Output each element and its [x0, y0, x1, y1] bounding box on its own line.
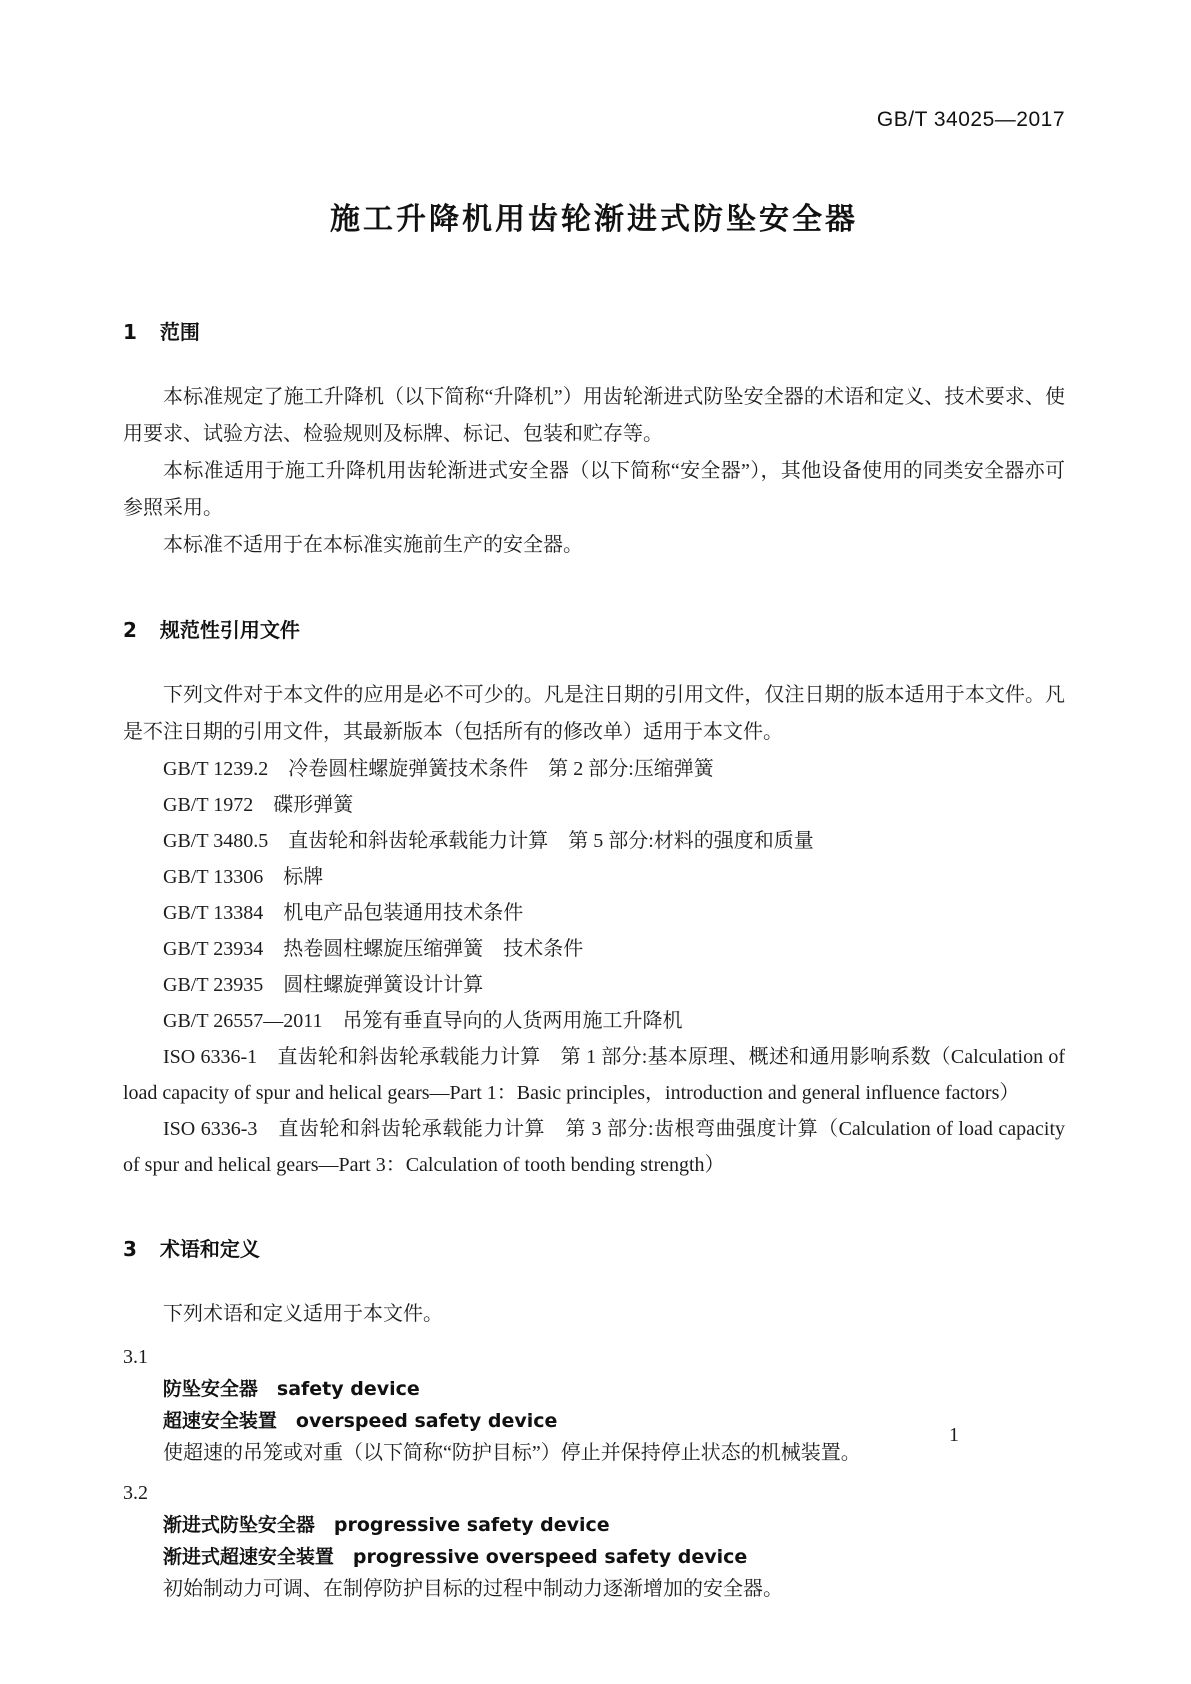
section-2-heading: [123, 614, 1065, 643]
reference-item: GB/T 13306 标牌: [163, 866, 324, 888]
page-number: 1: [949, 1424, 959, 1446]
section-3-heading: [123, 1233, 1065, 1262]
section-2-number: 2: [123, 618, 137, 642]
term-definition: 初始制动力可调、在制停防护目标的过程中制动力逐渐增加的安全器。: [163, 1578, 783, 1600]
paragraph: 下列术语和定义适用于本文件。: [163, 1303, 443, 1325]
section-3-number: 3: [123, 1237, 137, 1261]
page-title: 施工升降机用齿轮渐进式防坠安全器: [330, 202, 858, 237]
term-name: 渐进式超速安全装置 progressive overspeed safety device: [162, 1546, 748, 1568]
section-1-heading: [123, 316, 1065, 345]
section-normative-references: [123, 614, 1065, 1183]
term-name: 防坠安全器 safety device: [162, 1378, 420, 1400]
reference-item: GB/T 1972 碟形弹簧: [163, 794, 354, 816]
paragraph: 本标准不适用于在本标准实施前生产的安全器。: [163, 534, 583, 556]
paragraph: 本标准适用于施工升降机用齿轮渐进式安全器（以下简称“安全器”），其他设备使用的同类安全器亦可参照采用。: [123, 460, 1065, 519]
reference-item: GB/T 13384 机电产品包装通用技术条件: [163, 902, 524, 924]
section-scope: [123, 316, 1065, 564]
reference-item: ISO 6336-1 直齿轮和斜齿轮承载能力计算 第 1 部分:基本原理、概述和通用影响系数（Calculation of load capacity of spur and helical gears—Part 1：Basic principles，introduction and general influence factors）: [123, 1046, 1065, 1104]
term-definition: 使超速的吊笼或对重（以下简称“防护目标”）停止并保持停止状态的机械装置。: [163, 1442, 861, 1464]
reference-item: GB/T 1239.2 冷卷圆柱螺旋弹簧技术条件 第 2 部分:压缩弹簧: [163, 758, 714, 780]
term-name: 渐进式防坠安全器 progressive safety device: [162, 1514, 610, 1536]
term-number: 3.1: [123, 1346, 148, 1368]
section-2-title: 规范性引用文件: [159, 618, 300, 642]
section-1-title: 范围: [159, 320, 200, 344]
section-terms-definitions: [123, 1233, 1065, 1605]
paragraph: 本标准规定了施工升降机（以下简称“升降机”）用齿轮渐进式防坠安全器的术语和定义、技术要求、使用要求、试验方法、检验规则及标牌、标记、包装和贮存等。: [123, 386, 1065, 445]
term-entry: [123, 1477, 1065, 1605]
reference-item: GB/T 23935 圆柱螺旋弹簧设计计算: [163, 974, 484, 996]
section-3-title: 术语和定义: [159, 1237, 260, 1261]
term-name: 超速安全装置 overspeed safety device: [162, 1410, 558, 1432]
reference-item: GB/T 26557—2011 吊笼有垂直导向的人货两用施工升降机: [163, 1010, 683, 1032]
reference-item: GB/T 23934 热卷圆柱螺旋压缩弹簧 技术条件: [163, 938, 584, 960]
reference-item: GB/T 3480.5 直齿轮和斜齿轮承载能力计算 第 5 部分:材料的强度和质量: [163, 830, 814, 852]
standard-number: GB/T 34025—2017: [876, 108, 1065, 131]
reference-item: ISO 6336-3 直齿轮和斜齿轮承载能力计算 第 3 部分:齿根弯曲强度计算（Calculation of load capacity of spur and helical gears—Part 3：Calculation of tooth bending strength）: [123, 1118, 1065, 1176]
section-1-number: 1: [123, 320, 137, 344]
term-entry: [123, 1341, 1065, 1469]
term-number: 3.2: [123, 1482, 148, 1504]
paragraph: 下列文件对于本文件的应用是必不可少的。凡是注日期的引用文件，仅注日期的版本适用于本文件。凡是不注日期的引用文件，其最新版本（包括所有的修改单）适用于本文件。: [123, 684, 1065, 743]
